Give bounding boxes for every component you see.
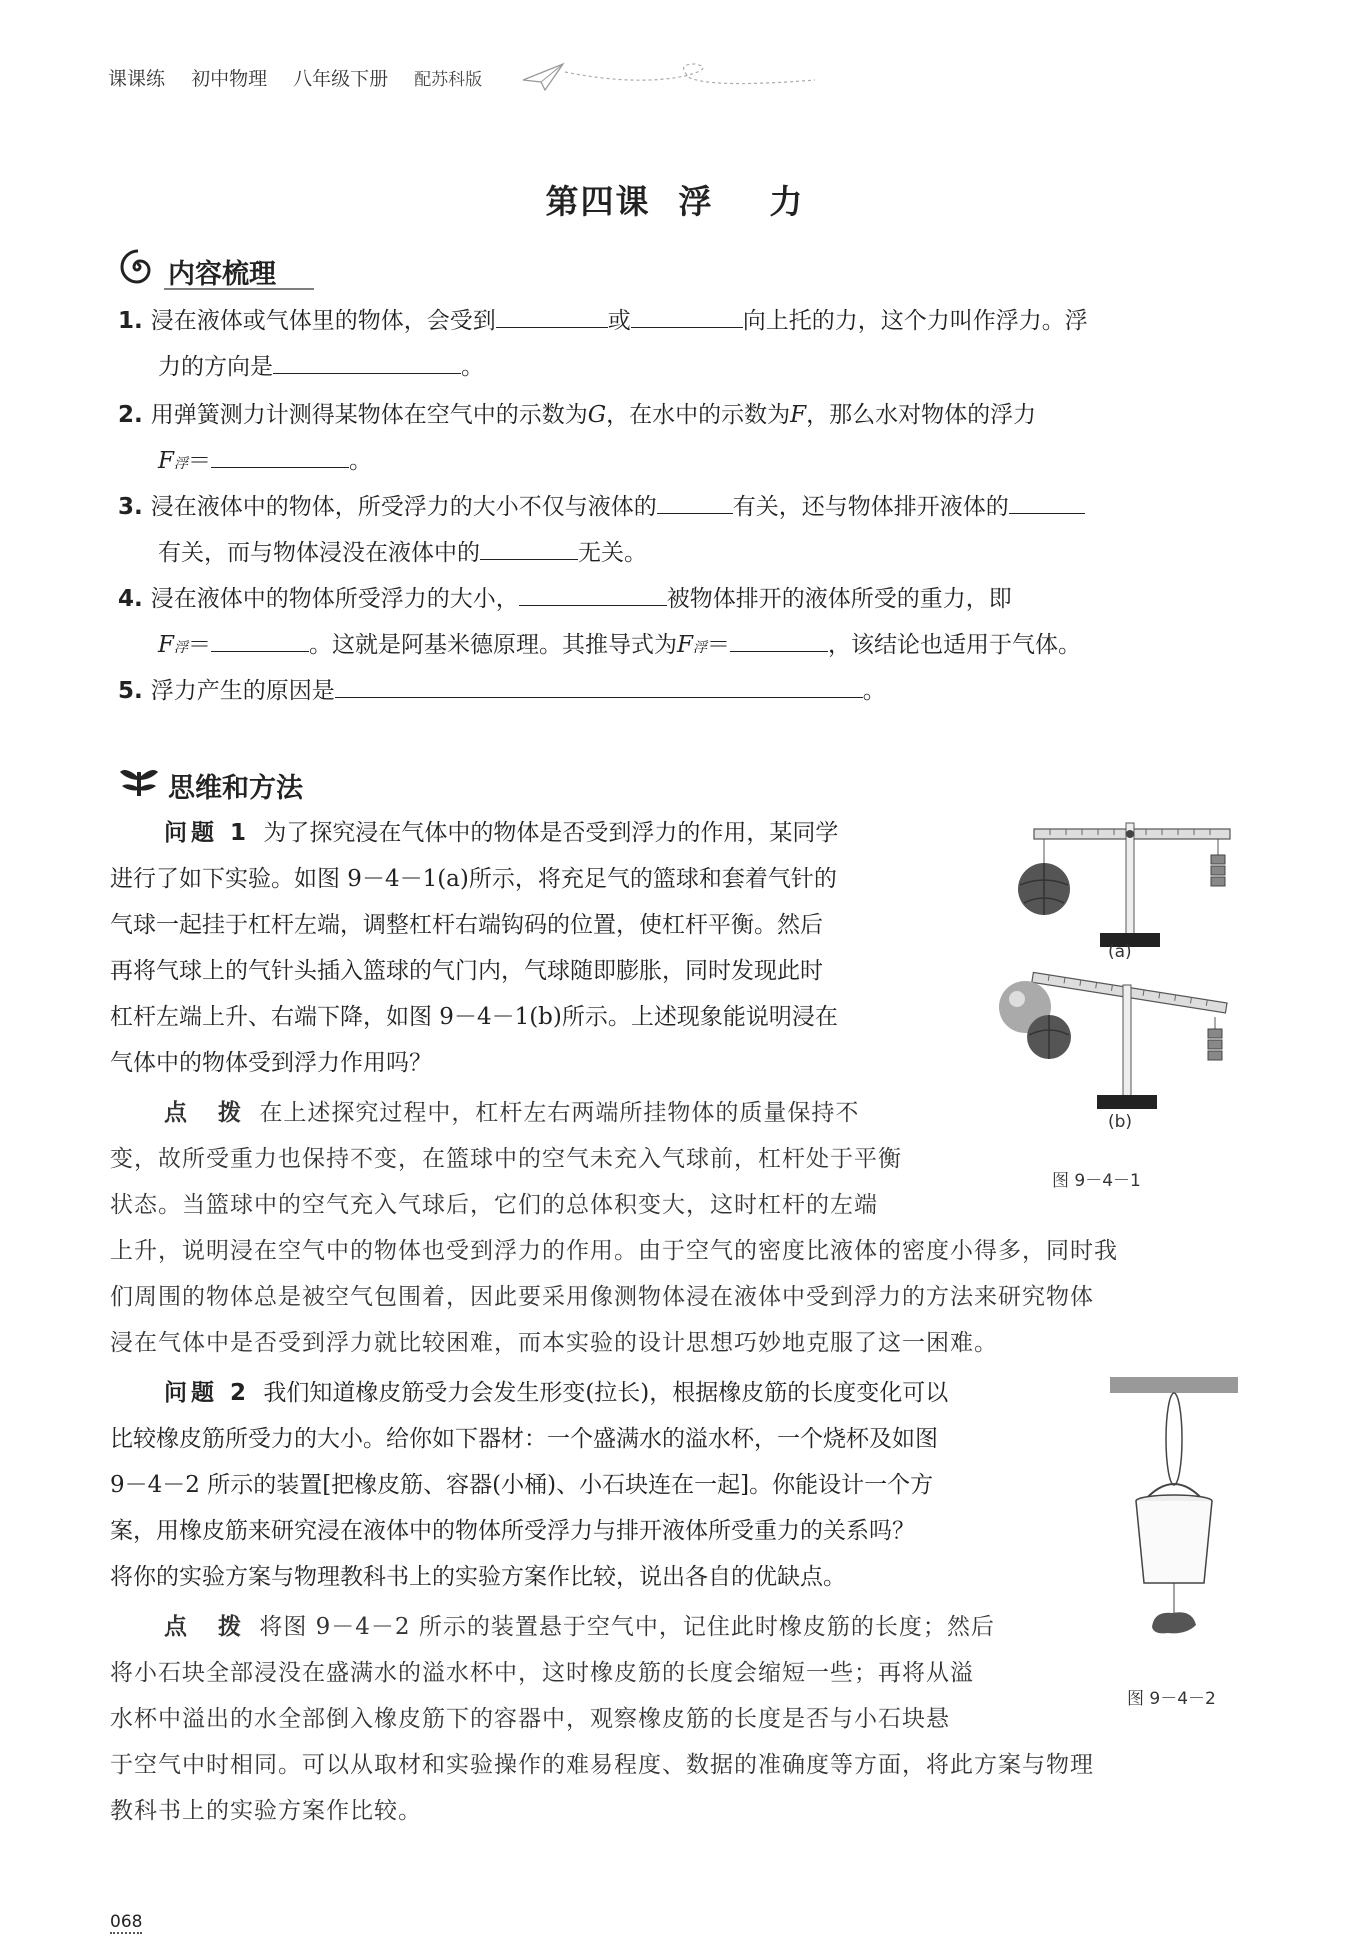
paper-plane-icon bbox=[515, 52, 835, 102]
item-text: 。这就是阿基米德原理。其推导式为 bbox=[308, 632, 677, 658]
symbol-G: G bbox=[587, 402, 607, 428]
fill-blank[interactable] bbox=[1009, 491, 1085, 514]
item-number: 1. bbox=[118, 308, 143, 334]
fill-blank[interactable] bbox=[657, 491, 733, 514]
text-line: 再将气球上的气针头插入篮球的气门内，气球随即膨胀，同时发现此时 bbox=[110, 958, 823, 984]
fill-blank[interactable] bbox=[480, 537, 578, 560]
item-number: 4. bbox=[118, 586, 143, 612]
figure-label-b: (b) bbox=[1108, 1112, 1133, 1132]
item-text: ，在水中的示数为 bbox=[606, 402, 791, 428]
heading-underline bbox=[164, 286, 314, 292]
item-text: 有关，而与物体浸没在液体中的 bbox=[158, 540, 480, 566]
item-text: 用弹簧测力计测得某物体在空气中的示数为 bbox=[150, 402, 588, 428]
review-item-4 bbox=[118, 576, 1238, 671]
text-line: 比较橡皮筋所受力的大小。给你如下器材：一个盛满水的溢水杯，一个烧杯及如图 bbox=[110, 1426, 938, 1452]
text-line: 将图 9－4－2 所示的装置悬于空气中，记住此时橡皮筋的长度；然后 bbox=[259, 1614, 995, 1640]
fill-blank[interactable] bbox=[211, 629, 309, 652]
item-text: 有关，还与物体排开液体的 bbox=[732, 494, 1009, 520]
title-lesson-number: 第四课 bbox=[545, 182, 651, 221]
text-line: 水杯中溢出的水全部倒入橡皮筋下的容器中，观察橡皮筋的长度是否与小石块悬 bbox=[110, 1706, 950, 1732]
figure-caption-9-4-1: 图 9－4－1 bbox=[1052, 1171, 1141, 1191]
item-text: 。 bbox=[862, 678, 886, 704]
fill-blank[interactable] bbox=[730, 629, 828, 652]
lever-balance-figure-b bbox=[985, 965, 1240, 1115]
item-text: 向上托的力，这个力叫作浮力。浮 bbox=[742, 308, 1088, 334]
item-text: 浸在液体或气体里的物体，会受到 bbox=[150, 308, 496, 334]
symbol-F-buoyancy: F bbox=[158, 632, 174, 658]
header-edition: 配苏科版 bbox=[414, 70, 483, 90]
equals-sign: ＝ bbox=[187, 632, 211, 658]
review-item-3 bbox=[118, 484, 1238, 576]
fill-blank[interactable] bbox=[335, 675, 863, 698]
item-text: 。 bbox=[461, 354, 484, 380]
text-line: 9－4－2 所示的装置[把橡皮筋、容器(小桶)、小石块连在一起]。你能设计一个方 bbox=[110, 1472, 934, 1498]
item-text: 浮力产生的原因是 bbox=[150, 678, 335, 704]
header-subject: 初中物理 bbox=[191, 68, 268, 90]
item-text: 浸在液体中的物体所受浮力的大小， bbox=[150, 586, 519, 612]
text-line: 们周围的物体总是被空气包围着，因此要采用像测物体浸在液体中受到浮力的方法来研究物体 bbox=[110, 1284, 1094, 1310]
review-item-2 bbox=[118, 392, 1238, 487]
text-line: 杠杆左端上升、右端下降，如图 9－4－1(b)所示。上述现象能说明浸在 bbox=[110, 1004, 838, 1030]
text-line: 教科书上的实验方案作比较。 bbox=[110, 1798, 422, 1824]
equals-sign: ＝ bbox=[706, 632, 730, 658]
hint-label: 点 拨 bbox=[164, 1614, 245, 1640]
figure-caption-9-4-2: 图 9－4－2 bbox=[1127, 1689, 1216, 1709]
text-line: 上升，说明浸在空气中的物体也受到浮力的作用。由于空气的密度比液体的密度小得多，同时我 bbox=[110, 1238, 1118, 1264]
text-line: 气球一起挂于杠杆左端，调整杠杆右端钩码的位置，使杠杆平衡。然后 bbox=[110, 912, 823, 938]
lesson-title bbox=[0, 176, 1350, 223]
text-line: 进行了如下实验。如图 9－4－1(a)所示，将充足气的篮球和套着气针的 bbox=[110, 866, 837, 892]
hint-label: 点 拨 bbox=[164, 1100, 245, 1126]
fill-blank[interactable] bbox=[519, 583, 667, 606]
question-2 bbox=[110, 1370, 1110, 1600]
text-line: 我们知道橡皮筋受力会发生形变(拉长)，根据橡皮筋的长度变化可以 bbox=[263, 1380, 949, 1406]
question-1 bbox=[110, 810, 1000, 1086]
item-text: 力的方向是 bbox=[158, 354, 273, 380]
figure-label-a: (a) bbox=[1108, 942, 1132, 962]
rubber-band-bucket-figure bbox=[1110, 1375, 1240, 1655]
text-line: 浸在气体中是否受到浮力就比较困难，而本实验的设计思想巧妙地克服了这一困难。 bbox=[110, 1330, 998, 1356]
symbol-F-buoyancy: F bbox=[158, 448, 174, 474]
hint-1 bbox=[110, 1090, 1240, 1366]
text-line: 将你的实验方案与物理教科书上的实验方案作比较，说出各自的优缺点。 bbox=[110, 1564, 846, 1590]
item-number: 3. bbox=[118, 494, 143, 520]
fill-blank[interactable] bbox=[496, 305, 608, 328]
page-number: 068 bbox=[110, 1912, 143, 1932]
title-char-1: 浮 bbox=[678, 182, 714, 221]
review-item-1 bbox=[118, 298, 1238, 390]
text-line: 案，用橡皮筋来研究浸在液体中的物体所受浮力与排开液体所受重力的关系吗？ bbox=[110, 1518, 915, 1544]
item-number: 5. bbox=[118, 678, 143, 704]
symbol-F: F bbox=[790, 402, 807, 428]
fill-blank[interactable] bbox=[273, 351, 461, 374]
item-text: ，那么水对物体的浮力 bbox=[806, 402, 1037, 428]
hint-2 bbox=[110, 1604, 1240, 1834]
section-heading-content-review bbox=[168, 252, 276, 291]
text-line: 为了探究浸在气体中的物体是否受到浮力的作用，某同学 bbox=[263, 820, 839, 846]
spiral-icon bbox=[118, 248, 156, 286]
section2-heading-text: 思维和方法 bbox=[168, 773, 303, 804]
review-item-5 bbox=[118, 668, 1238, 714]
item-text: 被物体排开的液体所受的重力，即 bbox=[666, 586, 1012, 612]
title-char-2: 力 bbox=[769, 182, 805, 221]
item-text: ，该结论也适用于气体。 bbox=[827, 632, 1081, 658]
section1-heading-text: 内容梳理 bbox=[168, 259, 276, 290]
text-line: 气体中的物体受到浮力作用吗？ bbox=[110, 1050, 432, 1076]
item-text: 浸在液体中的物体，所受浮力的大小不仅与液体的 bbox=[150, 494, 657, 520]
sprout-icon bbox=[118, 762, 160, 798]
text-line: 于空气中时相同。可以从取材和实验操作的难易程度、数据的准确度等方面，将此方案与物理 bbox=[110, 1752, 1094, 1778]
running-header bbox=[108, 64, 502, 91]
text-line: 在上述探究过程中，杠杆左右两端所挂物体的质量保持不 bbox=[259, 1100, 860, 1126]
text-line: 变，故所受重力也保持不变，在篮球中的空气未充入气球前，杠杆处于平衡 bbox=[110, 1146, 902, 1172]
symbol-F-buoyancy: F bbox=[676, 632, 693, 658]
header-grade: 八年级下册 bbox=[293, 68, 389, 90]
text-line: 将小石块全部浸没在盛满水的溢水杯中，这时橡皮筋的长度会缩短一些；再将从溢 bbox=[110, 1660, 974, 1686]
fill-blank[interactable] bbox=[631, 305, 743, 328]
section-heading-thinking-method bbox=[168, 766, 303, 805]
item-text: 或 bbox=[607, 308, 631, 334]
text-line: 状态。当篮球中的空气充入气球后，它们的总体积变大，这时杠杆的左端 bbox=[110, 1192, 878, 1218]
item-text: 无关。 bbox=[578, 540, 647, 566]
header-series: 课课练 bbox=[108, 68, 166, 90]
subscript: 浮 bbox=[173, 640, 188, 656]
subscript: 浮 bbox=[173, 456, 188, 472]
item-number: 2. bbox=[118, 402, 143, 428]
subscript: 浮 bbox=[692, 640, 707, 656]
equals-sign: ＝ bbox=[187, 448, 211, 474]
question-label: 问题 1 bbox=[164, 820, 251, 846]
fill-blank[interactable] bbox=[211, 445, 349, 468]
item-text: 。 bbox=[348, 448, 372, 474]
question-label: 问题 2 bbox=[164, 1380, 251, 1406]
